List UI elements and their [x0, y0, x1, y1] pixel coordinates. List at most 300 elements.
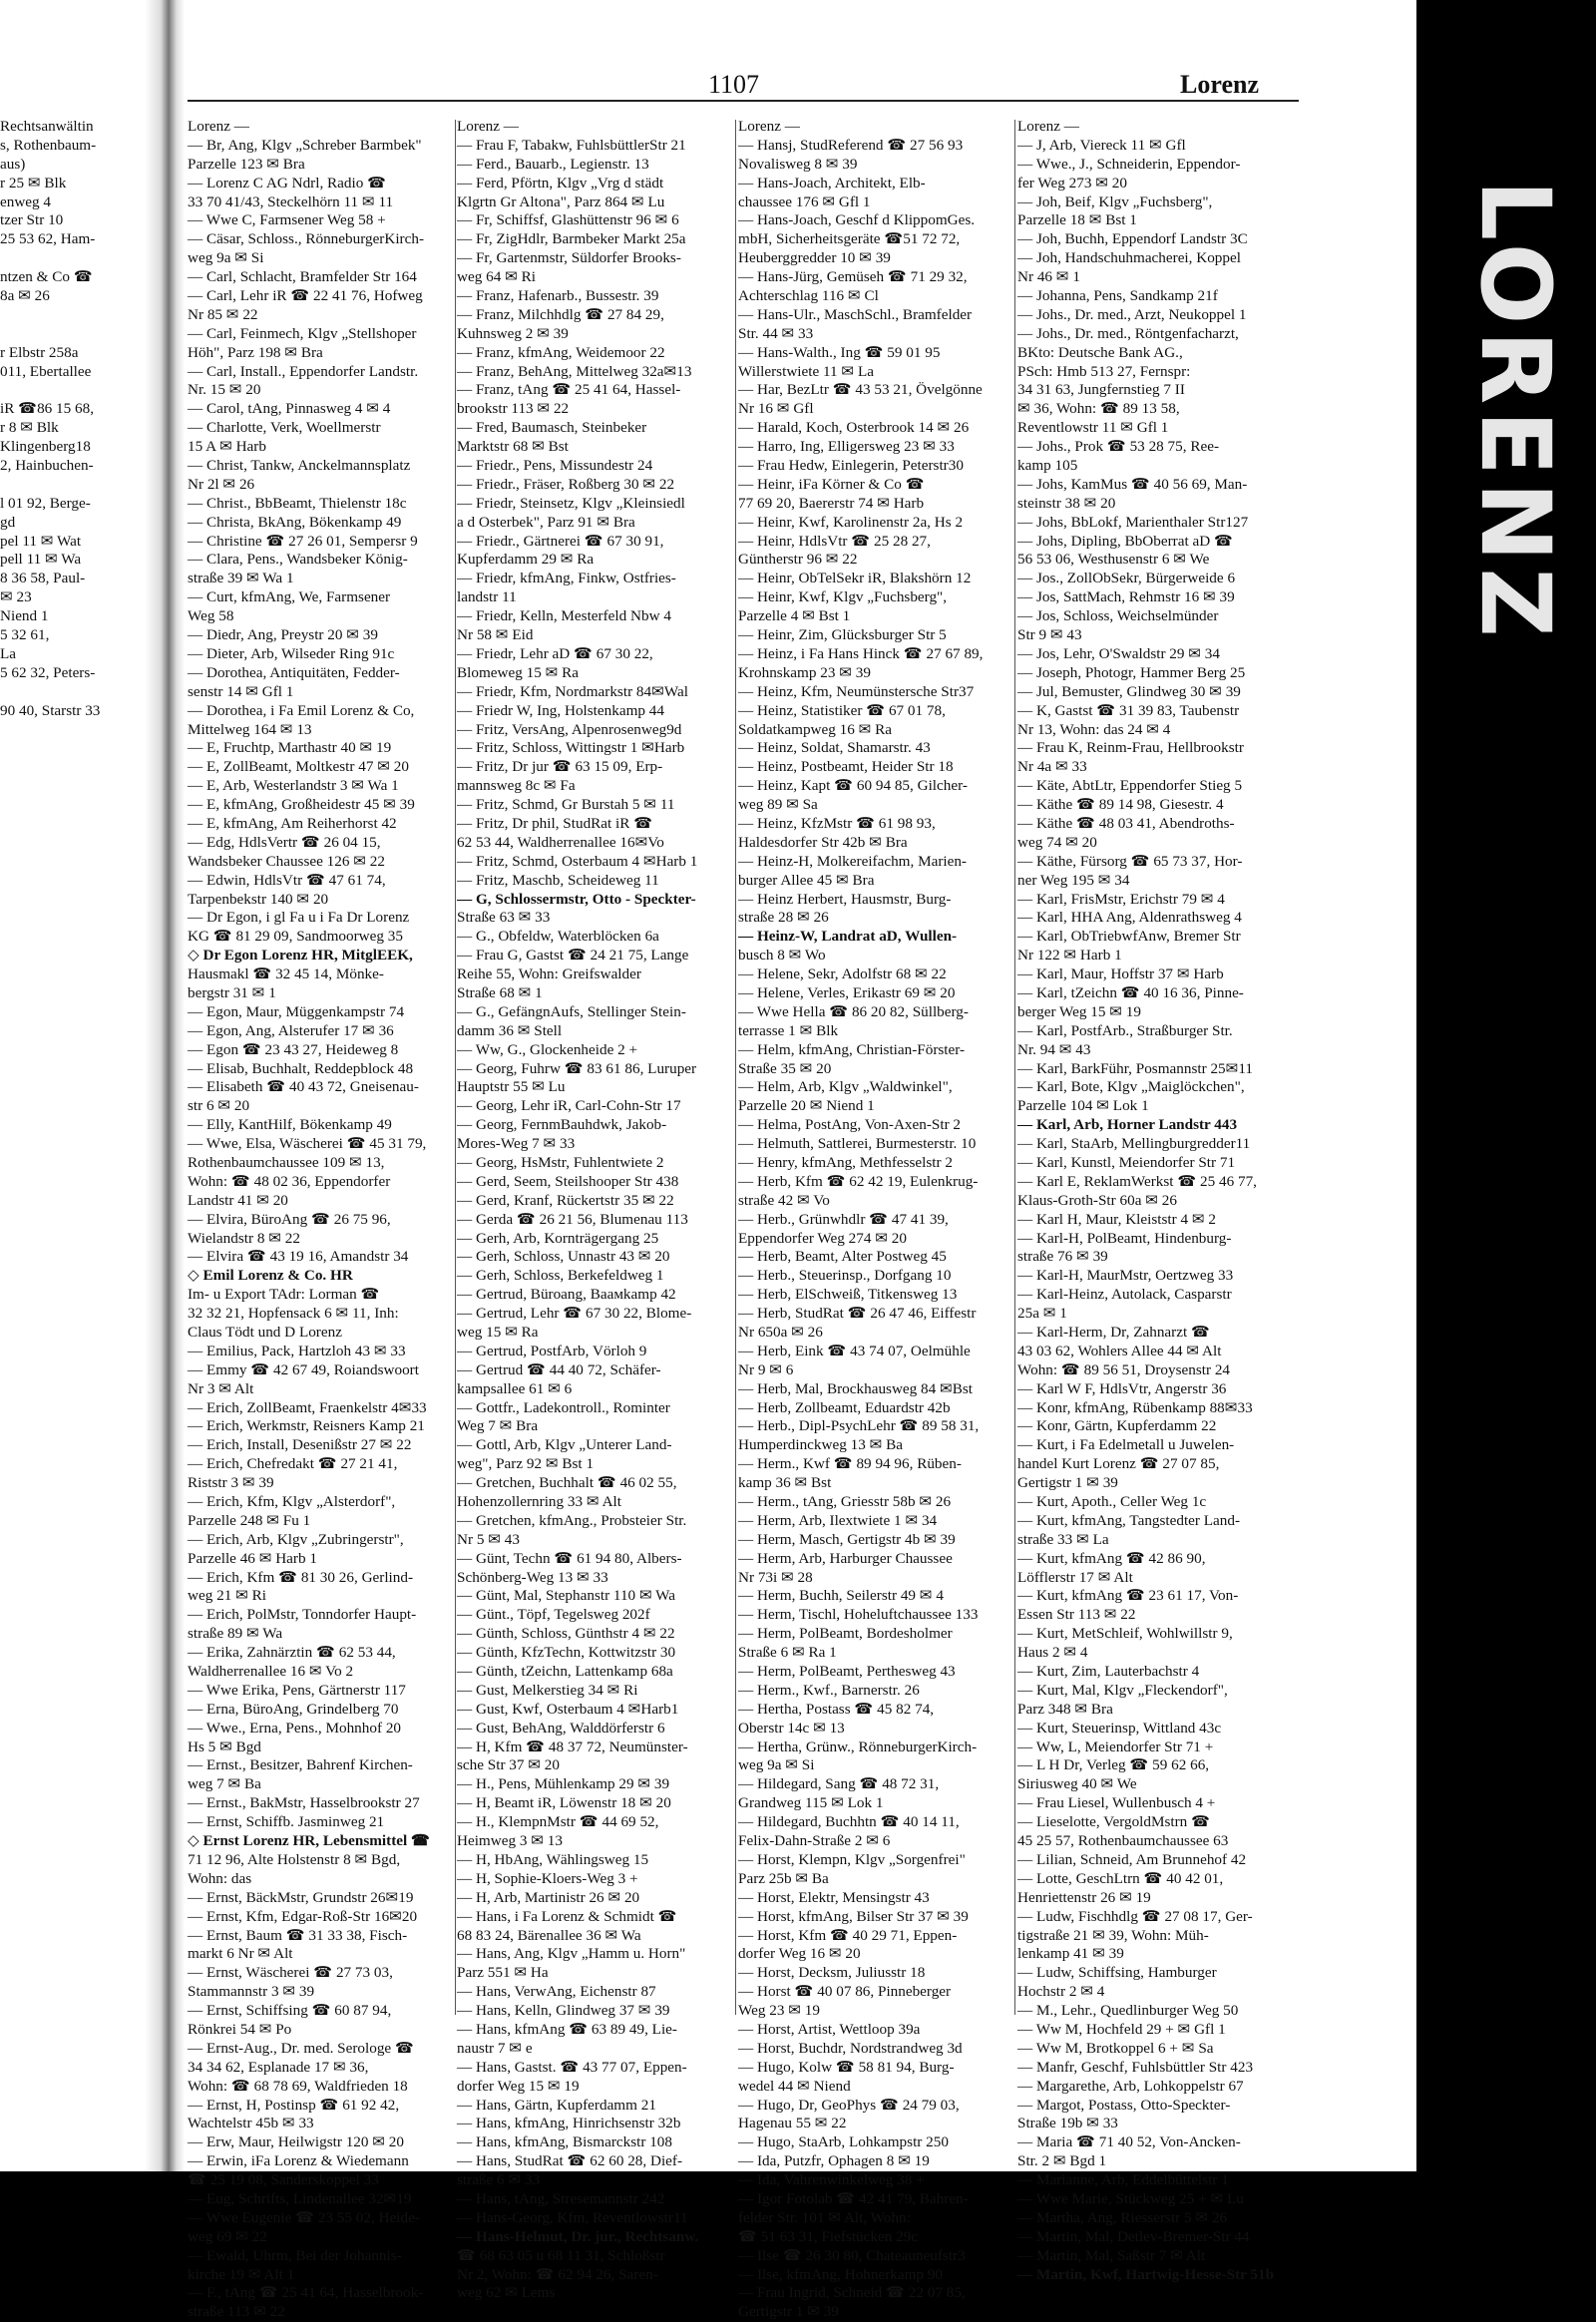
entry-line: — Kurt, i Fa Edelmetall u Juwelen- [1017, 1436, 1235, 1454]
entry-line: — Herm, PolBeamt, Bordesholmer [738, 1625, 953, 1643]
entry-line: — Gretchen, kfmAng., Probsteier Str. [457, 1511, 687, 1529]
entry-line: — Erna, BüroAng, Grindelberg 70 [188, 1700, 399, 1718]
entry-line: — H, Arb, Martinistr 26 ✉ 20 [457, 1888, 640, 1906]
entry-line: — Ernst, Baum ☎ 31 33 38, Fisch- [188, 1926, 408, 1944]
entry-line: — Ernst-Aug., Dr. med. Serologe ☎ [188, 2039, 414, 2057]
entry-line: — Horst, Buchdr, Nordstrandweg 3d [738, 2039, 963, 2057]
entry-line: — Carol, tAng, Pinnasweg 4 ✉ 4 [188, 400, 391, 418]
entry-line: BKto: Deutsche Bank AG., [1017, 343, 1183, 361]
entry-line: berger Weg 15 ✉ 19 [1017, 1002, 1141, 1020]
entry-line: 25a ✉ 1 [1017, 1305, 1067, 1323]
entry-line: — Hans, i Fa Lorenz & Schmidt ☎ [457, 1907, 677, 1925]
entry-line: straße 113 ✉ 22 [188, 2303, 285, 2321]
entry-line: — Heinz, i Fa Hans Hinck ☎ 27 67 89, [738, 644, 984, 662]
entry-line: terrasse 1 ✉ Blk [738, 1021, 839, 1039]
entry-line: — Käthe ☎ 89 14 98, Giesestr. 4 [1017, 796, 1224, 814]
entry-line: pel 11 ✉ Wat [0, 532, 82, 550]
entry-line: — Franz, Hafenarb., Bussestr. 39 [457, 287, 659, 305]
entry-line: PSch: Hmb 513 27, Fernspr: [1017, 362, 1191, 380]
entry-line: — Günt., Töpf, Tegelsweg 202f [457, 1606, 650, 1624]
entry-line: Gertigstr 1 ✉ 39 [738, 2303, 839, 2321]
entry-line: — Herm, PolBeamt, Perthesweg 43 [738, 1663, 956, 1681]
entry-line: — Wwe., J., Schneiderin, Eppendor- [1017, 155, 1241, 173]
entry-line: — Hildegard, Sang ☎ 48 72 31, [738, 1775, 940, 1793]
entry-line: Eppendorfer Weg 274 ✉ 20 [738, 1229, 907, 1247]
entry-line: — Herm, Buchh, Seilerstr 49 ✉ 4 [738, 1587, 944, 1605]
entry-line: — Fr, ZigHdlr, Barmbeker Markt 25a [457, 230, 686, 248]
entry-line: — Herb, Zollbeamt, Eduardstr 42b [738, 1398, 951, 1416]
entry-line: — Heinr, HdlsVtr ☎ 25 28 27, [738, 532, 931, 550]
entry-line: — Ernst, Schiffsing ☎ 60 87 94, [188, 2002, 392, 2020]
margin-thumb-text: LORENZ [1459, 180, 1571, 643]
entry-line: — Ida, Vahrenwinkelweg 38 + [738, 2171, 925, 2189]
entry-line: Mittelweg 164 ✉ 13 [188, 720, 312, 738]
entry-line: sche Str 37 ✉ 20 [457, 1756, 560, 1774]
entry-line: — Christa, BkAng, Bökenkamp 49 [188, 513, 402, 531]
entry-line [0, 381, 145, 400]
entry-line: — Karl H, Maur, Kleiststr 4 ✉ 2 [1017, 1210, 1216, 1228]
entry-line: wedel 44 ✉ Niend [738, 2077, 851, 2095]
entry-line: — Hugo, Kolw ☎ 58 81 94, Burg- [738, 2058, 955, 2076]
entry-line: Löfflerstr 17 ✉ Alt [1017, 1568, 1133, 1586]
entry-line: — Ernst., Besitzer, Bahrenf Kirchen- [188, 1756, 413, 1774]
entry-line: Heuberggredder 10 ✉ 39 [738, 249, 891, 267]
entry-line: Hauptstr 55 ✉ Lu [457, 1078, 566, 1096]
entry-line: 45 25 57, Rothenbaumchaussee 63 [1017, 1832, 1229, 1850]
entry-line: — Konr, kfmAng, Rübenkamp 88✉33 [1017, 1398, 1253, 1416]
entry-line: tzer Str 10 [0, 211, 64, 229]
entry-line: 71 12 96, Alte Holstenstr 8 ✉ Bgd, [188, 1850, 401, 1868]
entry-line: — Jos, Schloss, Weichselmünder [1017, 607, 1219, 625]
entry-line: Höh", Parz 198 ✉ Bra [188, 343, 323, 361]
entry-line: Nr 85 ✉ 22 [188, 305, 258, 323]
entry-line: — Erich, Arb, Klgv „Zubringerstr", [188, 1530, 404, 1548]
entry-line: Henriettenstr 26 ✉ 19 [1017, 1888, 1151, 1906]
entry-line: Kupferdamm 29 ✉ Ra [457, 551, 595, 569]
entry-line: — H, Sophie-Kloers-Weg 3 + [457, 1869, 638, 1887]
entry-line: — Erich, Install, Desenißstr 27 ✉ 22 [188, 1436, 412, 1454]
header-rule [188, 100, 1299, 102]
entry-line: — Horst, Kfm ☎ 40 29 71, Eppen- [738, 1926, 958, 1944]
entry-line: — Käte, AbtLtr, Eppendorfer Stieg 5 [1017, 777, 1243, 795]
entry-line: Nr 4a ✉ 33 [1017, 758, 1087, 776]
entry-line: — Wwe C, Farmsener Weg 58 + [188, 211, 386, 229]
entry-line: — Carl, Feinmech, Klgv „Stellshoper [188, 324, 417, 342]
entry-line: — Carl, Lehr iR ☎ 22 41 76, Hofweg [188, 287, 423, 305]
entry-line: 34 34 62, Esplanade 17 ✉ 36, [188, 2058, 369, 2076]
entry-line: — H., Pens, Mühlenkamp 29 ✉ 39 [457, 1775, 670, 1793]
entry-line: — Fritz, Schmd, Gr Burstah 5 ✉ 11 [457, 796, 675, 814]
entry-line: — Georg, HsMstr, Fuhlentwiete 2 [457, 1153, 664, 1171]
entry-line: Rothenbaumchaussee 109 ✉ 13, [188, 1153, 385, 1171]
entry-line: 32 32 21, Hopfensack 6 ✉ 11, Inh: [188, 1305, 399, 1323]
entry-line: — Elisab, Buchhalt, Reddерblock 48 [188, 1059, 414, 1077]
entry-line: — Joh, Buchh, Eppendorf Landstr 3C [1017, 230, 1248, 248]
entry-line: steinstr 38 ✉ 20 [1017, 494, 1116, 512]
entry-line: — Cäsar, Schloss., RönneburgerKirch- [188, 230, 425, 248]
entry-line: Waldherrenallee 16 ✉ Vo 2 [188, 1663, 354, 1681]
entry-line: weg", Parz 92 ✉ Bst 1 [457, 1455, 595, 1473]
entry-line: — Karl, PostfArb., Straßburger Str. [1017, 1021, 1233, 1039]
entry-line: — Edg, HdlsVertr ☎ 26 04 15, [188, 833, 381, 851]
entry-line: — E, ZollBeamt, Moltkestr 47 ✉ 20 [188, 758, 409, 776]
entry-line: — Lotte, GeschLtrn ☎ 40 42 01, [1017, 1869, 1224, 1887]
entry-line: — Wwe Eugenie ☎ 23 55 02, Heide- [188, 2208, 420, 2226]
entry-line: Nr 73i ✉ 28 [738, 1568, 813, 1586]
entry-line: — Ilse ☎ 26 30 80, Chateauneufstr3 [738, 2246, 966, 2264]
entry-line: Marktstr 68 ✉ Bst [457, 438, 569, 456]
entry-line: — F., tAng ☎ 25 41 64, Hasselbrook- [188, 2284, 424, 2302]
entry-line: — Martha, Ang, Riesserstr 5 ✉ 26 [1017, 2208, 1228, 2226]
entry-line: — Johs., Dr. med., Röntgenfacharzt, [1017, 324, 1239, 342]
entry-line: — Herb, Beamt, Alter Postweg 45 [738, 1248, 947, 1266]
entry-line: — Herb., Grünwhdlr ☎ 47 41 39, [738, 1210, 949, 1228]
entry-line: — Georg, FernmBauhdwk, Jakob- [457, 1116, 667, 1134]
entry-line: Nr 122 ✉ Harb 1 [1017, 947, 1122, 965]
entry-line: landstr 11 [457, 588, 517, 606]
entry-line: — Karl, Bote, Klgv „Maiglöckchen", [1017, 1078, 1245, 1096]
entry-line: — Edwin, HdlsVtr ☎ 47 61 74, [188, 871, 386, 889]
entry-line: Hs 5 ✉ Bgd [188, 1738, 261, 1755]
entry-line: — Henry, kfmAng, Methfesselstr 2 [738, 1153, 953, 1171]
entry-line: — Hans, Kelln, Glindweg 37 ✉ 39 [457, 2002, 670, 2020]
entry-line: — Ernst, Kfm, Edgar-Roß-Str 16✉20 [188, 1907, 418, 1925]
entry-line: Parz 551 ✉ Ha [457, 1964, 549, 1982]
entry-line: — Karl, FrisMstr, Erichstr 79 ✉ 4 [1017, 890, 1225, 908]
entry-line: — Fritz, Schmd, Osterbaum 4 ✉Harb 1 [457, 852, 698, 870]
entry-line: — E, kfmAng, Großheidestr 45 ✉ 39 [188, 796, 415, 814]
entry-line: — Fritz, Dr phil, StudRat iR ☎ [457, 814, 653, 832]
entry-line: — Gerda ☎ 26 21 56, Blumenau 113 [457, 1210, 688, 1228]
entry-line: — Ferd., Bauarb., Legienstr. 13 [457, 155, 649, 173]
entry-line [0, 476, 145, 495]
entry-line: — Horst, Decksm, Juliusstr 18 [738, 1964, 926, 1982]
entry-line: — Hans-Ulr., MaschSchl., Bramfelder [738, 305, 973, 323]
entry-line: — Karl, HHA Ang, Aldenrathsweg 4 [1017, 909, 1242, 927]
entry-line: weg 15 ✉ Ra [457, 1324, 539, 1341]
entry-line: — Hugo, StaArb, Lohkampstr 250 [738, 2133, 949, 2151]
entry-line: — Friedr., Pens, Missundestr 24 [457, 457, 653, 475]
entry-line: — Friedr, kfmAng, Finkw, Ostfries- [457, 570, 676, 587]
entry-line: — Karl, tZeichn ☎ 40 16 36, Pinne- [1017, 983, 1244, 1001]
entry-line: — Ludw, Schiffsing, Hamburger [1017, 1964, 1217, 1982]
entry-line: Str. 44 ✉ 33 [738, 324, 814, 342]
entry-line: — Erwin, iFa Lorenz & Wiedemann [188, 2152, 409, 2170]
entry-line: straße 28 ✉ 26 [738, 909, 829, 927]
entry-line: — Georg, Fuhrw ☎ 83 61 86, Luruper [457, 1059, 697, 1077]
entry-line: — L H Dr, Verleg ☎ 59 62 66, [1017, 1756, 1210, 1774]
entry-line: — Herb, Mal, Brockhausweg 84 ✉Bst [738, 1379, 974, 1397]
entry-line: Klingenberg18 [0, 438, 91, 456]
entry-line: handel Kurt Lorenz ☎ 27 07 85, [1017, 1455, 1220, 1473]
entry-line: — Ilse, kfmAng, Hohnerkamp 90 [738, 2265, 943, 2283]
entry-line: ntzen & Co ☎ [0, 268, 93, 286]
entry-line: — Karl, ObTriebwfAnw, Bremer Str [1017, 928, 1241, 946]
entry-line: — Hildegard, Buchhtn ☎ 40 14 11, [738, 1813, 960, 1831]
entry-line: 90 40, Starstr 33 [0, 701, 101, 719]
entry-line: Lorenz — [188, 118, 249, 135]
entry-line: — Gretchen, Buchhalt ☎ 46 02 55, [457, 1474, 677, 1492]
entry-line: chaussee 176 ✉ Gfl 1 [738, 193, 871, 210]
entry-line: Novalisweg 8 ✉ 39 [738, 155, 858, 173]
entry-line: — Kurt, kfmAng, Tangstedter Land- [1017, 1511, 1241, 1529]
entry-line: — Wwe, Elsa, Wäscherei ☎ 45 31 79, [188, 1135, 427, 1153]
entry-line: — Harald, Koch, Osterbrook 14 ✉ 26 [738, 419, 970, 437]
entry-line: — Jul, Bemuster, Glindweg 30 ✉ 39 [1017, 682, 1241, 700]
entry-line: Parzelle 18 ✉ Bst 1 [1017, 211, 1137, 229]
entry-line: dorfer Weg 16 ✉ 20 [738, 1945, 861, 1963]
entry-line: mannsweg 8c ✉ Fa [457, 777, 576, 795]
entry-line: — Hans, tAng, Stresemannstr 242 [457, 2189, 665, 2207]
entry-line: — Erich, Kfm ☎ 81 30 26, Gerlind- [188, 1568, 414, 1586]
entry-line: — Heinz Herbert, Hausmstr, Burg- [738, 890, 952, 908]
entry-line: — Günt, Techn ☎ 61 94 80, Albers- [457, 1549, 682, 1567]
entry-line: — Lieselotte, VergoldMstrn ☎ [1017, 1813, 1210, 1831]
entry-line: enweg 4 [0, 193, 52, 210]
running-head: Lorenz [1180, 70, 1259, 99]
entry-line: — Gertrud, Lehr ☎ 67 30 22, Blome- [457, 1305, 692, 1323]
entry-line: naustr 7 ✉ e [457, 2039, 533, 2057]
entry-line: — K, Gastst ☎ 31 39 83, Taubenstr [1017, 701, 1240, 719]
entry-line: — Herb, ElSchweiß, Titkensweg 13 [738, 1286, 958, 1304]
column-4 [1017, 118, 1299, 2284]
entry-line: Wohn: ☎ 48 02 36, Eppendorfer [188, 1172, 391, 1190]
entry-line: — Karl, BarkFühr, Posmannstr 25✉11 [1017, 1059, 1253, 1077]
entry-line: KG ☎ 81 29 09, Sandmoorweg 35 [188, 928, 403, 946]
entry-line: 77 69 20, Baererstr 74 ✉ Harb [738, 494, 925, 512]
entry-line: — Kurt, Zim, Lauterbachstr 4 [1017, 1663, 1200, 1681]
entry-line: — Horst, Artist, Wettloop 39a [738, 2020, 921, 2038]
entry-line: Im- u Export TAdr: Lorman ☎ [188, 1286, 380, 1304]
entry-line: — Hansj, StudReferend ☎ 27 56 93 [738, 136, 964, 154]
entry-line: — Gerh, Schloss, Unnastr 43 ✉ 20 [457, 1248, 670, 1266]
entry-line: Landstr 41 ✉ 20 [188, 1191, 288, 1209]
entry-line: Soldatkampweg 16 ✉ Ra [738, 720, 893, 738]
entry-line: — Gerd, Kranf, Rückertstr 35 ✉ 22 [457, 1191, 674, 1209]
entry-line: — Fritz, Dr jur ☎ 63 15 09, Erp- [457, 758, 663, 776]
entry-line: 34 31 63, Jungfernstieg 7 II [1017, 381, 1185, 399]
entry-line: — Wwe Marie, Stückweg 25 + ✉ Lu [1017, 2189, 1244, 2207]
entry-line: — Hans-Walth., Ing ☎ 59 01 95 [738, 343, 941, 361]
entry-line: — Friedr W, Ing, Holstenkamp 44 [457, 701, 664, 719]
entry-line: — Helene, Verles, Erikastr 69 ✉ 20 [738, 983, 956, 1001]
entry-line: — Heinr, ObTelSekr iR, Blakshörn 12 [738, 570, 972, 587]
entry-line: — Christine ☎ 27 26 01, Sempersr 9 [188, 532, 418, 550]
entry-line: Haus 2 ✉ 4 [1017, 1644, 1088, 1662]
entry-line: — Friedr, Lehr aD ☎ 67 30 22, [457, 644, 653, 662]
entry-line: Straße 68 ✉ 1 [457, 983, 543, 1001]
entry-line: — Elly, KantHilf, Bökenkamp 49 [188, 1116, 392, 1134]
entry-line: ✉ 36, Wohn: ☎ 89 13 58, [1017, 400, 1180, 418]
entry-line: Nr 2l ✉ 26 [188, 475, 255, 493]
entry-line: — Heinr, Zim, Glücksburger Str 5 [738, 626, 947, 644]
entry-line: — Fritz, Schloss, Wittingstr 1 ✉Harb [457, 739, 685, 757]
entry-line: — Ida, Putzfr, Ophagen 8 ✉ 19 [738, 2152, 930, 2170]
entry-line: — Hans-Joach, Geschf d KlippomGes. [738, 211, 976, 229]
entry-line: — Ernst., BakMstr, Hasselbrookstr 27 [188, 1794, 420, 1812]
entry-line: Tarpenbekstr 140 ✉ 20 [188, 890, 329, 908]
entry-line: Hausmakl ☎ 32 45 14, Mönke- [188, 966, 384, 983]
entry-line: — Emilius, Pack, Hartzloh 43 ✉ 33 [188, 1342, 406, 1359]
entry-line [0, 683, 145, 702]
entry-line: — Frau Ingrid, Schneid ☎ 22 07 85, [738, 2284, 966, 2302]
entry-line: — Hans-Joach, Architekt, Elb- [738, 174, 926, 192]
entry-line: straße 76 ✉ 39 [1017, 1248, 1108, 1266]
entry-line: — Horst ☎ 40 07 86, Pinneberger [738, 1983, 952, 2001]
entry-line: ◇ Dr Egon Lorenz HR, MitglEEK, [188, 947, 413, 965]
entry-line: Hohenzollernring 33 ✉ Alt [457, 1493, 621, 1511]
entry-line: — Hans-Helmut, Dr. jur., Rechtsanw. [457, 2227, 699, 2245]
entry-line: — Erich, PolMstr, Tonndorfer Haupt- [188, 1606, 417, 1624]
entry-line: brookstr 113 ✉ 22 [457, 400, 570, 418]
entry-line: — Karl-H, PolBeamt, Hindenburg- [1017, 1229, 1232, 1247]
entry-line: — Frau K, Reinm-Frau, Hellbrookstr [1017, 739, 1244, 757]
entry-line: Nr. 94 ✉ 43 [1017, 1040, 1091, 1058]
entry-line: Parzelle 104 ✉ Lok 1 [1017, 1097, 1149, 1115]
entry-line: ner Weg 195 ✉ 34 [1017, 871, 1130, 889]
entry-line: — Carl, Install., Eppendorfer Landstr. [188, 362, 419, 380]
entry-line: Claus Tödt und D Lorenz [188, 1324, 342, 1341]
entry-line: — Fr, Gartenmstr, Süldorfer Brooks- [457, 249, 681, 267]
entry-line: straße 33 ✉ La [1017, 1530, 1109, 1548]
entry-line: weg 69 ✉ 22 [188, 2227, 267, 2245]
entry-line: La [0, 644, 17, 662]
entry-line: Straße 19b ✉ 33 [1017, 2115, 1118, 2132]
entry-line: — Ww M, Brotkoppel 6 + ✉ Sa [1017, 2039, 1214, 2057]
entry-line: weg 9a ✉ Si [738, 1756, 815, 1774]
entry-line: — Ernst, Schiffb. Jasminweg 21 [188, 1813, 385, 1831]
entry-line: — Johs., Prok ☎ 53 28 75, Ree- [1017, 438, 1220, 456]
entry-line: — Martin, Mal, Saßstr 7 ✉ Alt [1017, 2246, 1206, 2264]
entry-line: weg 64 ✉ Ri [457, 268, 536, 286]
entry-line: — Manfr, Geschf, Fuhlsbüttler Str 423 [1017, 2058, 1254, 2076]
entry-line: Weg 7 ✉ Bra [457, 1417, 539, 1435]
entry-line: — Martin, Mal, Detlev-Bremer-Str 44 [1017, 2227, 1250, 2245]
entry-line: ☎ 68 63 05 u 68 11 31, Schloßstr [457, 2246, 665, 2264]
entry-line: ☎ 51 63 31, Fiefstücken 29c [738, 2227, 919, 2245]
entry-line: Parz 348 ✉ Bra [1017, 1700, 1113, 1718]
entry-line: Wandsbeker Chaussee 126 ✉ 22 [188, 852, 385, 870]
entry-line: — Ww, G., Glockenheide 2 + [457, 1040, 638, 1058]
entry-line: Parzelle 248 ✉ Fu 1 [188, 1511, 311, 1529]
entry-line: 33 70 41/43, Steckelhörn 11 ✉ 11 [188, 193, 394, 210]
entry-line: — Hans, kfmAng, Hinrichsenstr 32b [457, 2115, 681, 2132]
entry-line: — G, Schlossermstr, Otto - Speckter- [457, 890, 696, 908]
entry-line: — Heinr, iFa Körner & Co ☎ [738, 475, 925, 493]
entry-line: bergstr 31 ✉ 1 [188, 983, 276, 1001]
entry-line: 25 53 62, Ham- [0, 230, 96, 248]
entry-line: Schönberg-Weg 13 ✉ 33 [457, 1568, 608, 1586]
entry-line: 56 53 06, Westhusenstr 6 ✉ We [1017, 551, 1210, 569]
entry-line: Grandweg 115 ✉ Lok 1 [738, 1794, 884, 1812]
entry-line: — Elvira ☎ 43 19 16, Amandstr 34 [188, 1248, 409, 1266]
entry-line: Humperdinckweg 13 ✉ Ba [738, 1436, 903, 1454]
entry-line: — Herm., Kwf ☎ 89 94 96, Rüben- [738, 1455, 962, 1473]
entry-line: — Heinz, Kapt ☎ 60 94 85, Gilcher- [738, 777, 968, 795]
entry-line: ◇ Ernst Lorenz HR, Lebensmittel ☎ [188, 1832, 430, 1850]
entry-line: — Friedr., Fräser, Roßberg 30 ✉ 22 [457, 475, 675, 493]
entry-line: — Jos, SattMach, Rehmstr 16 ✉ 39 [1017, 588, 1235, 606]
entry-line: — Joh, Handschuhmacherei, Koppel [1017, 249, 1241, 267]
entry-line: — Margarethe, Arb, Lohkoppelstr 67 [1017, 2077, 1244, 2095]
entry-line: — Dorothea, Antiquitäten, Fedder- [188, 663, 400, 681]
entry-line: Hochstr 2 ✉ 4 [1017, 1983, 1105, 2001]
entry-line: — Herb, Eink ☎ 43 74 07, Oelmühle [738, 1342, 971, 1359]
entry-line: Riststr 3 ✉ 39 [188, 1474, 274, 1492]
entry-line: ◇ Emil Lorenz & Co. HR [188, 1267, 353, 1285]
entry-line: r Elbstr 258a [0, 343, 79, 361]
entry-line: Oberstr 14c ✉ 13 [738, 1719, 845, 1737]
entry-line: — Johs, Dipling, BbObеrrat aD ☎ [1017, 532, 1233, 550]
entry-line: — Hans, Ang, Klgv „Hamm u. Horn" [457, 1945, 686, 1963]
entry-line: Blomeweg 15 ✉ Ra [457, 663, 579, 681]
entry-line: — Egon, Maur, Müggenkampstr 74 [188, 1002, 405, 1020]
entry-line: — Elvira, BüroAng ☎ 26 75 96, [188, 1210, 391, 1228]
entry-line: — Erich, Werkmstr, Reisners Kamp 21 [188, 1417, 425, 1435]
entry-line: — Friedr., Gärtnerei ☎ 67 30 91, [457, 532, 664, 550]
entry-line: — Kurt, kfmAng ☎ 23 61 17, Von- [1017, 1587, 1239, 1605]
entry-line: burger Allee 45 ✉ Bra [738, 871, 875, 889]
entry-line: Straße 35 ✉ 20 [738, 1059, 832, 1077]
book-gutter [145, 0, 185, 2171]
entry-line: str 6 ✉ 20 [188, 1097, 250, 1115]
entry-line: Wielandstr 8 ✉ 22 [188, 1229, 300, 1247]
entry-line: — Friedr, Kfm, Nordmarkstr 84✉Wal [457, 682, 688, 700]
entry-line: l 01 92, Berge- [0, 494, 91, 512]
entry-line: — Christ, Tankw, Anckelmannsplatz [188, 457, 411, 475]
entry-line: Wachtelstr 45b ✉ 33 [188, 2115, 314, 2132]
entry-line: iR ☎86 15 68, [0, 400, 95, 418]
entry-line: — Herm, Tischl, Hoheluftchaussee 133 [738, 1606, 979, 1624]
entry-line: Nr. 15 ✉ 20 [188, 381, 261, 399]
entry-line: — Br, Ang, Klgv „Schreber Barmbek" [188, 136, 422, 154]
entry-line: — Frau F, Tabakw, FuhlsbüttlerStr 21 [457, 136, 686, 154]
entry-line: 5 32 61, [0, 626, 50, 644]
entry-line: Nr 13, Wohn: das 24 ✉ 4 [1017, 720, 1171, 738]
entry-line: weg 62 ✉ Lems [457, 2284, 556, 2302]
entry-line: tigstraße 21 ✉ 39, Wohn: Müh- [1017, 1926, 1209, 1944]
entry-line: Rechtsanwältin [0, 118, 94, 135]
entry-line: pell 11 ✉ Wa [0, 551, 82, 569]
entry-line: felder Str. 101 ✉ Alt, Wohn: [738, 2208, 911, 2226]
entry-line: — Christ., BbBeamt, Thielenstr 18c [188, 494, 407, 512]
entry-line: — Erika, Zahnärztin ☎ 62 53 44, [188, 1644, 396, 1662]
entry-line: — Helma, PostAng, Von-Axen-Str 2 [738, 1116, 962, 1134]
entry-line: — Frau Liesel, Wullenbusch 4 + [1017, 1794, 1216, 1812]
entry-line: — Gertrud ☎ 44 40 72, Schäfer- [457, 1360, 661, 1378]
entry-line: — Gust, BehAng, Walddörferstr 6 [457, 1719, 665, 1737]
entry-line: — Igor Fotolab ☎ 42 41 79, Bahren- [738, 2189, 969, 2207]
page-number: 1107 [708, 70, 760, 99]
entry-line: — Herb., Dipl-PsychLehr ☎ 89 58 31, [738, 1417, 980, 1435]
column-divider [735, 120, 736, 2015]
entry-line: senstr 14 ✉ Gfl 1 [188, 682, 294, 700]
entry-line: — Karl, Arb, Horner Landstr 443 [1017, 1116, 1238, 1134]
entry-line: kampsallee 61 ✉ 6 [457, 1379, 573, 1397]
entry-line: — H, HbAng, Wählingsweg 15 [457, 1850, 649, 1868]
entry-line: — Karl E, ReklamWerkst ☎ 25 46 77, [1017, 1172, 1257, 1190]
entry-line: — Maria ☎ 71 40 52, Von-Ancken- [1017, 2133, 1241, 2151]
entry-line: Niend 1 [0, 607, 49, 625]
entry-line: — Franz, kfmAng, Weidemoor 22 [457, 343, 665, 361]
entry-line: Krohnskamp 23 ✉ 39 [738, 663, 871, 681]
entry-line: — Dieter, Arb, Wilseder Ring 91c [188, 644, 395, 662]
entry-line: Hagenau 55 ✉ 22 [738, 2115, 847, 2132]
entry-line: — Herb, Kfm ☎ 62 42 19, Eulenkrug- [738, 1172, 979, 1190]
entry-line: Parzelle 123 ✉ Bra [188, 155, 305, 173]
entry-line: Nr 5 ✉ 43 [457, 1530, 520, 1548]
entry-line: Str. 2 ✉ Bgd 1 [1017, 2152, 1107, 2170]
